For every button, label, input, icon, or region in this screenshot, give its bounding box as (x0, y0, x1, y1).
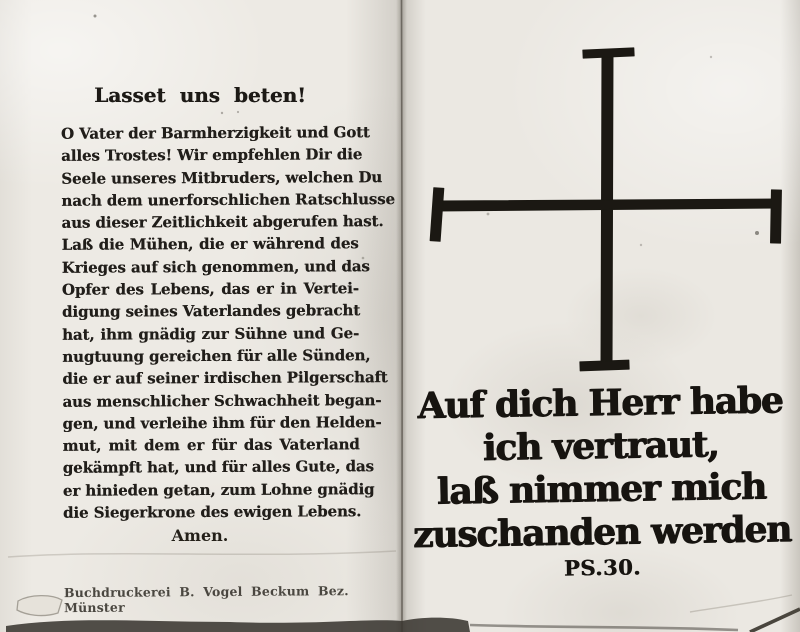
prayer-line: Opfer des Lebens, das er in Vertei- (61, 279, 359, 299)
printer-imprint: Buchdruckerei B. Vogel Beckum Bez. Münster (63, 583, 349, 616)
verse-line: zuschanden werden (412, 508, 792, 556)
prayer-line: nugtuung gereichen für alle Sünden, (62, 346, 371, 366)
right-page (402, 0, 800, 632)
prayer-line: gen, und verleihe ihm für den Helden- (62, 412, 382, 433)
latin-cross-icon (402, 0, 800, 385)
amen-text: Amen. (171, 526, 229, 545)
prayer-line: digung seines Vaterlandes gebracht (61, 301, 361, 322)
prayer-line: hat, ihm gnädig zur Sühne und Ge- (62, 323, 360, 344)
prayer-line: die Siegerkrone des ewigen Lebens. (62, 502, 362, 522)
verse-reference: PS.30. (563, 554, 642, 581)
prayer-line: die er auf seiner irdischen Pilgerschaft (62, 368, 388, 389)
prayer-line: alles Trostes! Wir empfehlen Dir die (61, 145, 363, 166)
verse-line: laß nimmer mich (436, 465, 767, 513)
prayer-line: aus menschlicher Schwachheit began- (62, 390, 382, 411)
prayer-line: er hinieden getan, zum Lohne gnädig (62, 479, 375, 500)
prayer-line: mut, mit dem er für das Vaterland (62, 435, 360, 455)
prayer-line: Laß die Mühen, die er während des (61, 234, 359, 255)
prayer-line: O Vater der Barmherzigkeit und Gott (60, 123, 370, 143)
prayer-line: aus dieser Zeitlichkeit abgerufen hast. (61, 212, 384, 232)
prayer-line: gekämpft hat, und für alles Gute, das (62, 457, 374, 478)
verse-text (400, 379, 800, 584)
verse-lines (400, 379, 800, 557)
prayer-line: Seele unseres Mitbruders, welchen Du (61, 167, 383, 188)
prayer-text (60, 121, 395, 524)
verse-line: ich vertraut, (482, 423, 719, 469)
page-title: Lasset uns beten! (94, 83, 306, 107)
prayer-line: nach dem unerforschlichen Ratschlusse (61, 189, 395, 210)
prayer-line: Krieges auf sich genommen, und das (61, 256, 370, 277)
verse-line: Auf dich Herr habe (416, 379, 783, 427)
